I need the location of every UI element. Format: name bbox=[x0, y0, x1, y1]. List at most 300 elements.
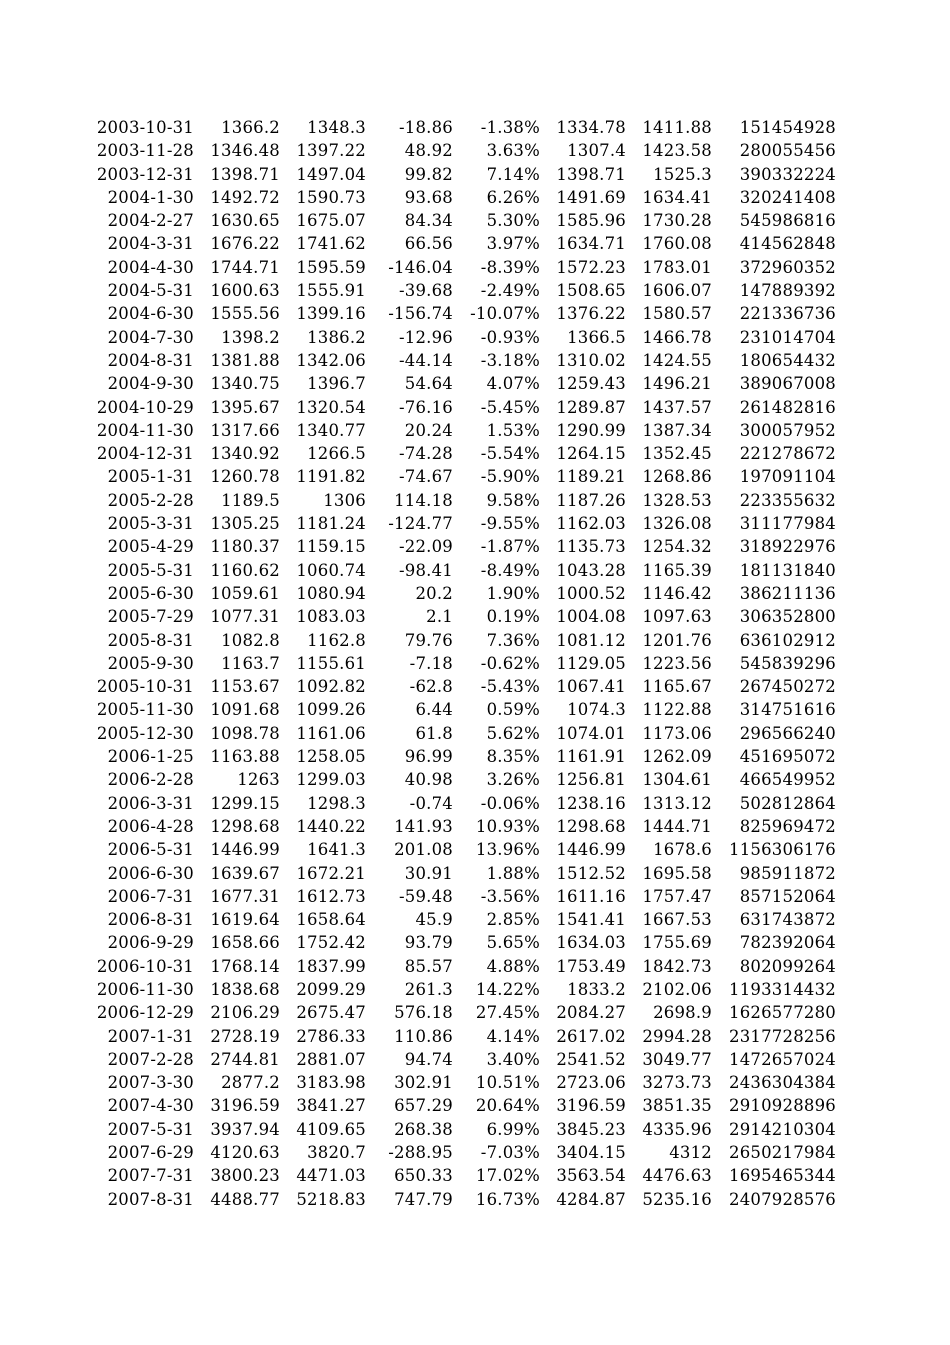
date-cell[interactable]: 2004-8-31 bbox=[107, 350, 194, 370]
change-pct-cell[interactable]: 10.51% bbox=[475, 1073, 540, 1093]
high-cell[interactable]: 1165.67 bbox=[642, 677, 712, 697]
change-pct-cell[interactable]: 20.64% bbox=[475, 1096, 540, 1116]
date-cell[interactable]: 2003-12-31 bbox=[96, 164, 194, 184]
close-cell[interactable]: 2675.47 bbox=[296, 1003, 366, 1023]
open-cell[interactable]: 1059.61 bbox=[210, 583, 280, 603]
volume-cell[interactable]: 2650217984 bbox=[729, 1143, 836, 1163]
close-cell[interactable]: 1397.22 bbox=[296, 141, 366, 161]
close-cell[interactable]: 1162.8 bbox=[307, 630, 366, 650]
volume-cell[interactable]: 261482816 bbox=[739, 397, 836, 417]
open-cell[interactable]: 1153.67 bbox=[210, 677, 280, 697]
date-cell[interactable]: 2006-6-30 bbox=[107, 863, 194, 883]
close-cell[interactable]: 4471.03 bbox=[296, 1166, 366, 1186]
low-cell[interactable]: 1187.26 bbox=[556, 490, 626, 510]
volume-cell[interactable]: 180654432 bbox=[739, 350, 836, 370]
close-cell[interactable]: 1092.82 bbox=[296, 677, 366, 697]
change-cell[interactable]: 96.99 bbox=[404, 747, 453, 767]
volume-cell[interactable]: 802099264 bbox=[739, 956, 836, 976]
change-pct-cell[interactable]: -5.45% bbox=[480, 397, 540, 417]
change-cell[interactable]: -124.77 bbox=[388, 514, 453, 534]
high-cell[interactable]: 1097.63 bbox=[642, 607, 712, 627]
change-cell[interactable]: 6.44 bbox=[415, 700, 453, 720]
volume-cell[interactable]: 2910928896 bbox=[729, 1096, 836, 1116]
low-cell[interactable]: 1572.23 bbox=[556, 257, 626, 277]
volume-cell[interactable]: 318922976 bbox=[739, 537, 836, 557]
volume-cell[interactable]: 782392064 bbox=[739, 933, 836, 953]
high-cell[interactable]: 1304.61 bbox=[642, 770, 712, 790]
low-cell[interactable]: 1446.99 bbox=[556, 840, 626, 860]
low-cell[interactable]: 1298.68 bbox=[556, 816, 626, 836]
close-cell[interactable]: 1099.26 bbox=[296, 700, 366, 720]
high-cell[interactable]: 1326.08 bbox=[642, 514, 712, 534]
change-cell[interactable]: -146.04 bbox=[388, 257, 453, 277]
high-cell[interactable]: 1411.88 bbox=[642, 118, 712, 137]
change-cell[interactable]: 657.29 bbox=[394, 1096, 453, 1116]
close-cell[interactable]: 1741.62 bbox=[296, 234, 366, 254]
close-cell[interactable]: 1083.03 bbox=[296, 607, 366, 627]
high-cell[interactable]: 1496.21 bbox=[642, 374, 712, 394]
volume-cell[interactable]: 197091104 bbox=[739, 467, 836, 487]
change-cell[interactable]: 110.86 bbox=[394, 1026, 453, 1046]
change-cell[interactable]: 302.91 bbox=[394, 1073, 453, 1093]
open-cell[interactable]: 1676.22 bbox=[210, 234, 280, 254]
date-cell[interactable]: 2004-12-31 bbox=[96, 444, 194, 464]
change-pct-cell[interactable]: -3.18% bbox=[480, 350, 540, 370]
date-cell[interactable]: 2005-1-31 bbox=[107, 467, 194, 487]
high-cell[interactable]: 1755.69 bbox=[642, 933, 712, 953]
date-cell[interactable]: 2006-8-31 bbox=[107, 910, 194, 930]
volume-cell[interactable]: 280055456 bbox=[739, 141, 836, 161]
date-cell[interactable]: 2004-2-27 bbox=[107, 211, 194, 231]
high-cell[interactable]: 1757.47 bbox=[642, 886, 712, 906]
change-pct-cell[interactable]: 4.88% bbox=[486, 956, 540, 976]
change-cell[interactable]: 93.68 bbox=[404, 187, 453, 207]
change-cell[interactable]: -18.86 bbox=[398, 118, 453, 137]
high-cell[interactable]: 4312 bbox=[669, 1143, 712, 1163]
high-cell[interactable]: 3049.77 bbox=[642, 1049, 712, 1069]
date-cell[interactable]: 2005-7-29 bbox=[107, 607, 194, 627]
open-cell[interactable]: 2106.29 bbox=[210, 1003, 280, 1023]
volume-cell[interactable]: 221336736 bbox=[739, 304, 836, 324]
change-pct-cell[interactable]: -3.56% bbox=[480, 886, 540, 906]
open-cell[interactable]: 1160.62 bbox=[210, 560, 280, 580]
high-cell[interactable]: 5235.16 bbox=[642, 1189, 712, 1209]
close-cell[interactable]: 1159.15 bbox=[296, 537, 366, 557]
low-cell[interactable]: 1290.99 bbox=[556, 420, 626, 440]
close-cell[interactable]: 1298.3 bbox=[307, 793, 366, 813]
change-pct-cell[interactable]: -0.62% bbox=[480, 653, 540, 673]
high-cell[interactable]: 1842.73 bbox=[642, 956, 712, 976]
high-cell[interactable]: 1146.42 bbox=[642, 583, 712, 603]
change-cell[interactable]: 79.76 bbox=[404, 630, 453, 650]
close-cell[interactable]: 1348.3 bbox=[307, 118, 366, 137]
close-cell[interactable]: 4109.65 bbox=[296, 1119, 366, 1139]
change-cell[interactable]: -44.14 bbox=[398, 350, 453, 370]
date-cell[interactable]: 2007-8-31 bbox=[107, 1189, 194, 1209]
volume-cell[interactable]: 1193314432 bbox=[729, 979, 836, 999]
change-pct-cell[interactable]: 3.26% bbox=[486, 770, 540, 790]
open-cell[interactable]: 1077.31 bbox=[210, 607, 280, 627]
volume-cell[interactable]: 857152064 bbox=[739, 886, 836, 906]
change-cell[interactable]: 40.98 bbox=[404, 770, 453, 790]
volume-cell[interactable]: 636102912 bbox=[739, 630, 836, 650]
change-pct-cell[interactable]: 3.40% bbox=[486, 1049, 540, 1069]
high-cell[interactable]: 1173.06 bbox=[642, 723, 712, 743]
change-pct-cell[interactable]: 7.14% bbox=[486, 164, 540, 184]
high-cell[interactable]: 2698.9 bbox=[653, 1003, 712, 1023]
change-pct-cell[interactable]: -10.07% bbox=[470, 304, 540, 324]
volume-cell[interactable]: 296566240 bbox=[739, 723, 836, 743]
change-pct-cell[interactable]: -8.49% bbox=[480, 560, 540, 580]
open-cell[interactable]: 4488.77 bbox=[210, 1189, 280, 1209]
date-cell[interactable]: 2005-8-31 bbox=[107, 630, 194, 650]
change-pct-cell[interactable]: 5.62% bbox=[486, 723, 540, 743]
date-cell[interactable]: 2004-6-30 bbox=[107, 304, 194, 324]
close-cell[interactable]: 1080.94 bbox=[296, 583, 366, 603]
open-cell[interactable]: 1340.75 bbox=[210, 374, 280, 394]
volume-cell[interactable]: 451695072 bbox=[739, 747, 836, 767]
open-cell[interactable]: 1639.67 bbox=[210, 863, 280, 883]
change-cell[interactable]: 61.8 bbox=[415, 723, 453, 743]
change-pct-cell[interactable]: 1.53% bbox=[486, 420, 540, 440]
low-cell[interactable]: 1162.03 bbox=[556, 514, 626, 534]
volume-cell[interactable]: 306352800 bbox=[739, 607, 836, 627]
date-cell[interactable]: 2006-12-29 bbox=[96, 1003, 194, 1023]
volume-cell[interactable]: 2407928576 bbox=[729, 1189, 836, 1209]
close-cell[interactable]: 1837.99 bbox=[296, 956, 366, 976]
high-cell[interactable]: 1165.39 bbox=[642, 560, 712, 580]
change-cell[interactable]: -74.28 bbox=[398, 444, 453, 464]
close-cell[interactable]: 1672.21 bbox=[296, 863, 366, 883]
change-cell[interactable]: -39.68 bbox=[398, 281, 453, 301]
high-cell[interactable]: 1201.76 bbox=[642, 630, 712, 650]
volume-cell[interactable]: 231014704 bbox=[739, 327, 836, 347]
open-cell[interactable]: 3800.23 bbox=[210, 1166, 280, 1186]
close-cell[interactable]: 5218.83 bbox=[296, 1189, 366, 1209]
date-cell[interactable]: 2007-7-31 bbox=[107, 1166, 194, 1186]
close-cell[interactable]: 1299.03 bbox=[296, 770, 366, 790]
change-pct-cell[interactable]: -0.93% bbox=[480, 327, 540, 347]
high-cell[interactable]: 2102.06 bbox=[642, 979, 712, 999]
close-cell[interactable]: 1306 bbox=[323, 490, 366, 510]
volume-cell[interactable]: 1156306176 bbox=[729, 840, 836, 860]
high-cell[interactable]: 1667.53 bbox=[642, 910, 712, 930]
volume-cell[interactable]: 2914210304 bbox=[729, 1119, 836, 1139]
change-pct-cell[interactable]: -1.87% bbox=[480, 537, 540, 557]
open-cell[interactable]: 1492.72 bbox=[210, 187, 280, 207]
date-cell[interactable]: 2007-4-30 bbox=[107, 1096, 194, 1116]
change-cell[interactable]: 48.92 bbox=[404, 141, 453, 161]
close-cell[interactable]: 2099.29 bbox=[296, 979, 366, 999]
high-cell[interactable]: 1387.34 bbox=[642, 420, 712, 440]
change-pct-cell[interactable]: 5.30% bbox=[486, 211, 540, 231]
high-cell[interactable]: 3851.35 bbox=[642, 1096, 712, 1116]
open-cell[interactable]: 1677.31 bbox=[210, 886, 280, 906]
close-cell[interactable]: 1399.16 bbox=[296, 304, 366, 324]
change-pct-cell[interactable]: 8.35% bbox=[486, 747, 540, 767]
open-cell[interactable]: 1366.2 bbox=[221, 118, 280, 137]
date-cell[interactable]: 2003-10-31 bbox=[96, 118, 194, 137]
date-cell[interactable]: 2006-5-31 bbox=[107, 840, 194, 860]
change-pct-cell[interactable]: -5.90% bbox=[480, 467, 540, 487]
volume-cell[interactable]: 267450272 bbox=[739, 677, 836, 697]
change-cell[interactable]: 20.24 bbox=[404, 420, 453, 440]
close-cell[interactable]: 1340.77 bbox=[296, 420, 366, 440]
date-cell[interactable]: 2006-1-25 bbox=[107, 747, 194, 767]
high-cell[interactable]: 1466.78 bbox=[642, 327, 712, 347]
date-cell[interactable]: 2004-4-30 bbox=[107, 257, 194, 277]
open-cell[interactable]: 1658.66 bbox=[210, 933, 280, 953]
open-cell[interactable]: 1768.14 bbox=[210, 956, 280, 976]
change-pct-cell[interactable]: -7.03% bbox=[480, 1143, 540, 1163]
low-cell[interactable]: 2084.27 bbox=[556, 1003, 626, 1023]
change-cell[interactable]: -0.74 bbox=[409, 793, 453, 813]
close-cell[interactable]: 1266.5 bbox=[307, 444, 366, 464]
volume-cell[interactable]: 386211136 bbox=[739, 583, 836, 603]
high-cell[interactable]: 1254.32 bbox=[642, 537, 712, 557]
change-cell[interactable]: -76.16 bbox=[398, 397, 453, 417]
close-cell[interactable]: 1752.42 bbox=[296, 933, 366, 953]
volume-cell[interactable]: 1472657024 bbox=[729, 1049, 836, 1069]
change-pct-cell[interactable]: -8.39% bbox=[480, 257, 540, 277]
volume-cell[interactable]: 545986816 bbox=[739, 211, 836, 231]
low-cell[interactable]: 3845.23 bbox=[556, 1119, 626, 1139]
high-cell[interactable]: 1634.41 bbox=[642, 187, 712, 207]
open-cell[interactable]: 1398.71 bbox=[210, 164, 280, 184]
high-cell[interactable]: 1444.71 bbox=[642, 816, 712, 836]
low-cell[interactable]: 1074.01 bbox=[556, 723, 626, 743]
change-pct-cell[interactable]: 2.85% bbox=[486, 910, 540, 930]
volume-cell[interactable]: 545839296 bbox=[739, 653, 836, 673]
change-pct-cell[interactable]: 3.97% bbox=[486, 234, 540, 254]
change-cell[interactable]: 747.79 bbox=[394, 1189, 453, 1209]
low-cell[interactable]: 1256.81 bbox=[556, 770, 626, 790]
volume-cell[interactable]: 151454928 bbox=[739, 118, 836, 137]
high-cell[interactable]: 1122.88 bbox=[642, 700, 712, 720]
low-cell[interactable]: 1398.71 bbox=[556, 164, 626, 184]
open-cell[interactable]: 1082.8 bbox=[221, 630, 280, 650]
change-pct-cell[interactable]: 7.36% bbox=[486, 630, 540, 650]
close-cell[interactable]: 3183.98 bbox=[296, 1073, 366, 1093]
close-cell[interactable]: 1612.73 bbox=[296, 886, 366, 906]
close-cell[interactable]: 1675.07 bbox=[296, 211, 366, 231]
low-cell[interactable]: 1259.43 bbox=[556, 374, 626, 394]
open-cell[interactable]: 1340.92 bbox=[210, 444, 280, 464]
open-cell[interactable]: 1398.2 bbox=[221, 327, 280, 347]
change-pct-cell[interactable]: -1.38% bbox=[480, 118, 540, 137]
high-cell[interactable]: 1730.28 bbox=[642, 211, 712, 231]
low-cell[interactable]: 2541.52 bbox=[556, 1049, 626, 1069]
high-cell[interactable]: 1328.53 bbox=[642, 490, 712, 510]
date-cell[interactable]: 2006-10-31 bbox=[96, 956, 194, 976]
close-cell[interactable]: 1658.64 bbox=[296, 910, 366, 930]
open-cell[interactable]: 1180.37 bbox=[210, 537, 280, 557]
volume-cell[interactable]: 414562848 bbox=[739, 234, 836, 254]
date-cell[interactable]: 2005-6-30 bbox=[107, 583, 194, 603]
change-pct-cell[interactable]: 6.99% bbox=[486, 1119, 540, 1139]
high-cell[interactable]: 1606.07 bbox=[642, 281, 712, 301]
open-cell[interactable]: 1098.78 bbox=[210, 723, 280, 743]
open-cell[interactable]: 1446.99 bbox=[210, 840, 280, 860]
close-cell[interactable]: 1060.74 bbox=[296, 560, 366, 580]
change-pct-cell[interactable]: 1.88% bbox=[486, 863, 540, 883]
high-cell[interactable]: 1437.57 bbox=[642, 397, 712, 417]
close-cell[interactable]: 3841.27 bbox=[296, 1096, 366, 1116]
close-cell[interactable]: 1258.05 bbox=[296, 747, 366, 767]
low-cell[interactable]: 3404.15 bbox=[556, 1143, 626, 1163]
close-cell[interactable]: 2786.33 bbox=[296, 1026, 366, 1046]
open-cell[interactable]: 2877.2 bbox=[221, 1073, 280, 1093]
high-cell[interactable]: 1424.55 bbox=[642, 350, 712, 370]
change-cell[interactable]: -62.8 bbox=[409, 677, 453, 697]
high-cell[interactable]: 1678.6 bbox=[653, 840, 712, 860]
change-pct-cell[interactable]: 1.90% bbox=[486, 583, 540, 603]
date-cell[interactable]: 2005-10-31 bbox=[96, 677, 194, 697]
low-cell[interactable]: 1074.3 bbox=[567, 700, 626, 720]
volume-cell[interactable]: 390332224 bbox=[739, 164, 836, 184]
change-pct-cell[interactable]: 16.73% bbox=[475, 1189, 540, 1209]
low-cell[interactable]: 1161.91 bbox=[556, 747, 626, 767]
date-cell[interactable]: 2005-9-30 bbox=[107, 653, 194, 673]
change-cell[interactable]: 66.56 bbox=[404, 234, 453, 254]
change-cell[interactable]: -98.41 bbox=[398, 560, 453, 580]
close-cell[interactable]: 1440.22 bbox=[296, 816, 366, 836]
close-cell[interactable]: 1161.06 bbox=[296, 723, 366, 743]
low-cell[interactable]: 1238.16 bbox=[556, 793, 626, 813]
change-pct-cell[interactable]: -2.49% bbox=[480, 281, 540, 301]
volume-cell[interactable]: 1626577280 bbox=[729, 1003, 836, 1023]
open-cell[interactable]: 1263 bbox=[237, 770, 280, 790]
low-cell[interactable]: 1833.2 bbox=[567, 979, 626, 999]
change-cell[interactable]: 45.9 bbox=[415, 910, 453, 930]
change-pct-cell[interactable]: -5.43% bbox=[480, 677, 540, 697]
low-cell[interactable]: 1585.96 bbox=[556, 211, 626, 231]
close-cell[interactable]: 1386.2 bbox=[307, 327, 366, 347]
open-cell[interactable]: 3937.94 bbox=[210, 1119, 280, 1139]
low-cell[interactable]: 1334.78 bbox=[556, 118, 626, 137]
change-pct-cell[interactable]: 4.14% bbox=[486, 1026, 540, 1046]
low-cell[interactable]: 1307.4 bbox=[567, 141, 626, 161]
low-cell[interactable]: 1634.71 bbox=[556, 234, 626, 254]
change-pct-cell[interactable]: 9.58% bbox=[486, 490, 540, 510]
change-cell[interactable]: 30.91 bbox=[404, 863, 453, 883]
high-cell[interactable]: 1525.3 bbox=[653, 164, 712, 184]
close-cell[interactable]: 1590.73 bbox=[296, 187, 366, 207]
low-cell[interactable]: 1081.12 bbox=[556, 630, 626, 650]
volume-cell[interactable]: 223355632 bbox=[739, 490, 836, 510]
change-pct-cell[interactable]: 3.63% bbox=[486, 141, 540, 161]
open-cell[interactable]: 2728.19 bbox=[210, 1026, 280, 1046]
volume-cell[interactable]: 1695465344 bbox=[729, 1166, 836, 1186]
change-pct-cell[interactable]: 0.19% bbox=[486, 607, 540, 627]
low-cell[interactable]: 2723.06 bbox=[556, 1073, 626, 1093]
date-cell[interactable]: 2004-7-30 bbox=[107, 327, 194, 347]
high-cell[interactable]: 1695.58 bbox=[642, 863, 712, 883]
change-cell[interactable]: 261.3 bbox=[404, 979, 453, 999]
high-cell[interactable]: 2994.28 bbox=[642, 1026, 712, 1046]
change-cell[interactable]: 576.18 bbox=[394, 1003, 453, 1023]
open-cell[interactable]: 1260.78 bbox=[210, 467, 280, 487]
change-cell[interactable]: 201.08 bbox=[394, 840, 453, 860]
low-cell[interactable]: 1753.49 bbox=[556, 956, 626, 976]
change-cell[interactable]: -59.48 bbox=[398, 886, 453, 906]
change-cell[interactable]: 20.2 bbox=[415, 583, 453, 603]
low-cell[interactable]: 1067.41 bbox=[556, 677, 626, 697]
volume-cell[interactable]: 300057952 bbox=[739, 420, 836, 440]
change-cell[interactable]: 93.79 bbox=[404, 933, 453, 953]
high-cell[interactable]: 1268.86 bbox=[642, 467, 712, 487]
close-cell[interactable]: 1641.3 bbox=[307, 840, 366, 860]
change-pct-cell[interactable]: -0.06% bbox=[480, 793, 540, 813]
change-cell[interactable]: 2.1 bbox=[426, 607, 453, 627]
low-cell[interactable]: 1004.08 bbox=[556, 607, 626, 627]
date-cell[interactable]: 2005-5-31 bbox=[107, 560, 194, 580]
low-cell[interactable]: 1366.5 bbox=[567, 327, 626, 347]
open-cell[interactable]: 1630.65 bbox=[210, 211, 280, 231]
open-cell[interactable]: 3196.59 bbox=[210, 1096, 280, 1116]
open-cell[interactable]: 1298.68 bbox=[210, 816, 280, 836]
close-cell[interactable]: 1155.61 bbox=[296, 653, 366, 673]
date-cell[interactable]: 2006-2-28 bbox=[107, 770, 194, 790]
low-cell[interactable]: 2617.02 bbox=[556, 1026, 626, 1046]
change-cell[interactable]: 94.74 bbox=[404, 1049, 453, 1069]
close-cell[interactable]: 3820.7 bbox=[307, 1143, 366, 1163]
high-cell[interactable]: 4335.96 bbox=[642, 1119, 712, 1139]
low-cell[interactable]: 1189.21 bbox=[556, 467, 626, 487]
close-cell[interactable]: 1497.04 bbox=[296, 164, 366, 184]
date-cell[interactable]: 2003-11-28 bbox=[96, 141, 194, 161]
low-cell[interactable]: 1376.22 bbox=[556, 304, 626, 324]
change-pct-cell[interactable]: 0.59% bbox=[486, 700, 540, 720]
volume-cell[interactable]: 181131840 bbox=[739, 560, 836, 580]
change-cell[interactable]: 85.57 bbox=[404, 956, 453, 976]
change-cell[interactable]: -156.74 bbox=[388, 304, 453, 324]
date-cell[interactable]: 2006-9-29 bbox=[107, 933, 194, 953]
open-cell[interactable]: 1163.7 bbox=[221, 653, 280, 673]
open-cell[interactable]: 2744.81 bbox=[210, 1049, 280, 1069]
close-cell[interactable]: 1342.06 bbox=[296, 350, 366, 370]
volume-cell[interactable]: 372960352 bbox=[739, 257, 836, 277]
close-cell[interactable]: 1595.59 bbox=[296, 257, 366, 277]
low-cell[interactable]: 1129.05 bbox=[556, 653, 626, 673]
close-cell[interactable]: 2881.07 bbox=[296, 1049, 366, 1069]
open-cell[interactable]: 1317.66 bbox=[210, 420, 280, 440]
date-cell[interactable]: 2005-11-30 bbox=[96, 700, 194, 720]
date-cell[interactable]: 2005-12-30 bbox=[96, 723, 194, 743]
change-cell[interactable]: -12.96 bbox=[398, 327, 453, 347]
change-pct-cell[interactable]: 17.02% bbox=[475, 1166, 540, 1186]
low-cell[interactable]: 1634.03 bbox=[556, 933, 626, 953]
high-cell[interactable]: 4476.63 bbox=[642, 1166, 712, 1186]
date-cell[interactable]: 2005-4-29 bbox=[107, 537, 194, 557]
volume-cell[interactable]: 631743872 bbox=[739, 910, 836, 930]
high-cell[interactable]: 1760.08 bbox=[642, 234, 712, 254]
volume-cell[interactable]: 2436304384 bbox=[729, 1073, 836, 1093]
close-cell[interactable]: 1181.24 bbox=[296, 514, 366, 534]
open-cell[interactable]: 1189.5 bbox=[221, 490, 280, 510]
open-cell[interactable]: 1838.68 bbox=[210, 979, 280, 999]
open-cell[interactable]: 1619.64 bbox=[210, 910, 280, 930]
high-cell[interactable]: 1313.12 bbox=[642, 793, 712, 813]
volume-cell[interactable]: 314751616 bbox=[739, 700, 836, 720]
low-cell[interactable]: 1491.69 bbox=[556, 187, 626, 207]
low-cell[interactable]: 1541.41 bbox=[556, 910, 626, 930]
open-cell[interactable]: 4120.63 bbox=[210, 1143, 280, 1163]
change-pct-cell[interactable]: 14.22% bbox=[475, 979, 540, 999]
close-cell[interactable]: 1320.54 bbox=[296, 397, 366, 417]
low-cell[interactable]: 1289.87 bbox=[556, 397, 626, 417]
date-cell[interactable]: 2005-3-31 bbox=[107, 514, 194, 534]
